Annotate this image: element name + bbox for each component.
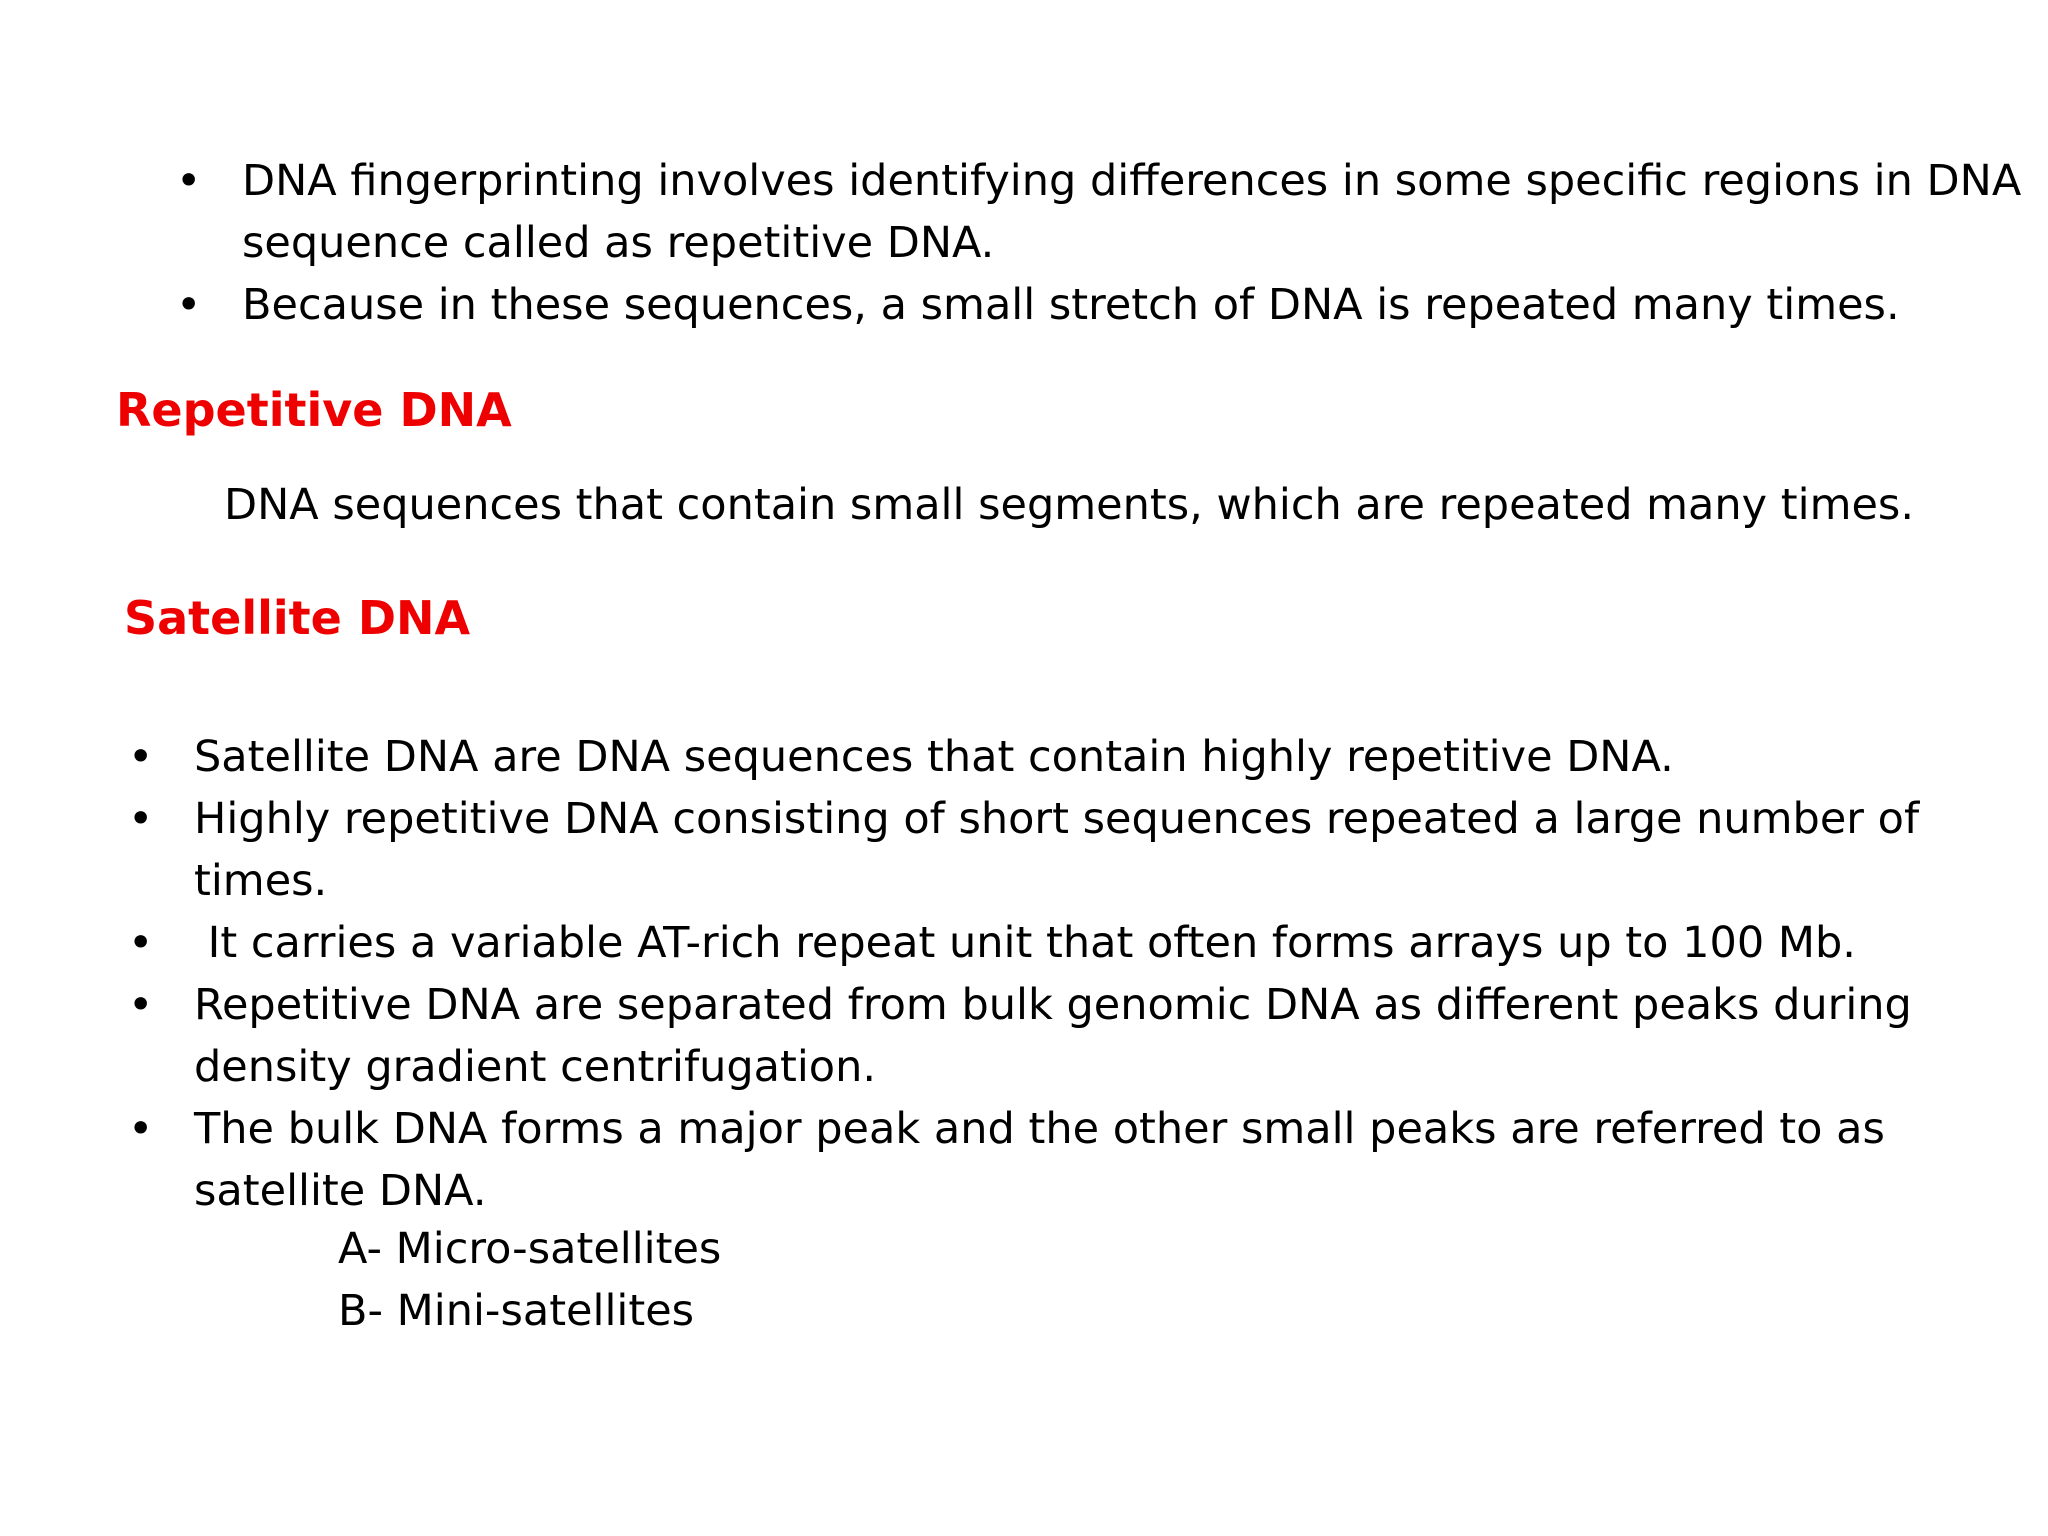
bullet-icon: •: [128, 980, 154, 1030]
bullet-line: density gradient centrifugation.: [194, 1042, 877, 1092]
intro-bullet-2: [176, 274, 2021, 336]
satellite-bullet-5: [128, 1098, 1919, 1222]
bullet-line: satellite DNA.: [194, 1166, 487, 1216]
satellite-type-micro: A- Micro-satellites: [338, 1224, 722, 1274]
satellite-bullet-2: [128, 788, 1919, 912]
bullet-icon: •: [128, 1104, 154, 1154]
bullet-icon: •: [128, 794, 154, 844]
bullet-line: It carries a variable AT-rich repeat unit that often forms arrays up to 100 Mb.: [194, 918, 1856, 968]
repetitive-dna-definition: DNA sequences that contain small segments, which are repeated many times.: [224, 480, 1914, 530]
bullet-line: DNA fingerprinting involves identifying differences in some specific regions in DNA: [242, 156, 2022, 206]
bullet-line: Repetitive DNA are separated from bulk genomic DNA as different peaks during: [194, 980, 1912, 1030]
satellite-types-list: [338, 1218, 721, 1342]
bullet-line: Highly repetitive DNA consisting of short sequences repeated a large number of: [194, 794, 1920, 844]
bullet-line: sequence called as repetitive DNA.: [242, 218, 995, 268]
bullet-icon: •: [176, 156, 202, 206]
intro-bullet-1: [176, 150, 2021, 274]
bullet-icon: •: [128, 732, 154, 782]
bullet-line: The bulk DNA forms a major peak and the other small peaks are referred to as: [194, 1104, 1885, 1154]
satellite-bullet-1: [128, 726, 1919, 788]
repetitive-dna-heading: Repetitive DNA: [116, 383, 512, 437]
satellite-bullet-4: [128, 974, 1919, 1098]
satellite-type-mini: B- Mini-satellites: [338, 1286, 695, 1336]
intro-bullet-list: [176, 150, 2021, 336]
bullet-line: times.: [194, 856, 328, 906]
satellite-bullet-list: [128, 726, 1919, 1222]
bullet-line: Because in these sequences, a small stretch of DNA is repeated many times.: [242, 280, 1900, 330]
bullet-icon: •: [176, 280, 202, 330]
bullet-line: Satellite DNA are DNA sequences that contain highly repetitive DNA.: [194, 732, 1674, 782]
satellite-dna-heading: Satellite DNA: [124, 591, 471, 645]
satellite-bullet-3: [128, 912, 1919, 974]
bullet-icon: •: [128, 918, 154, 968]
